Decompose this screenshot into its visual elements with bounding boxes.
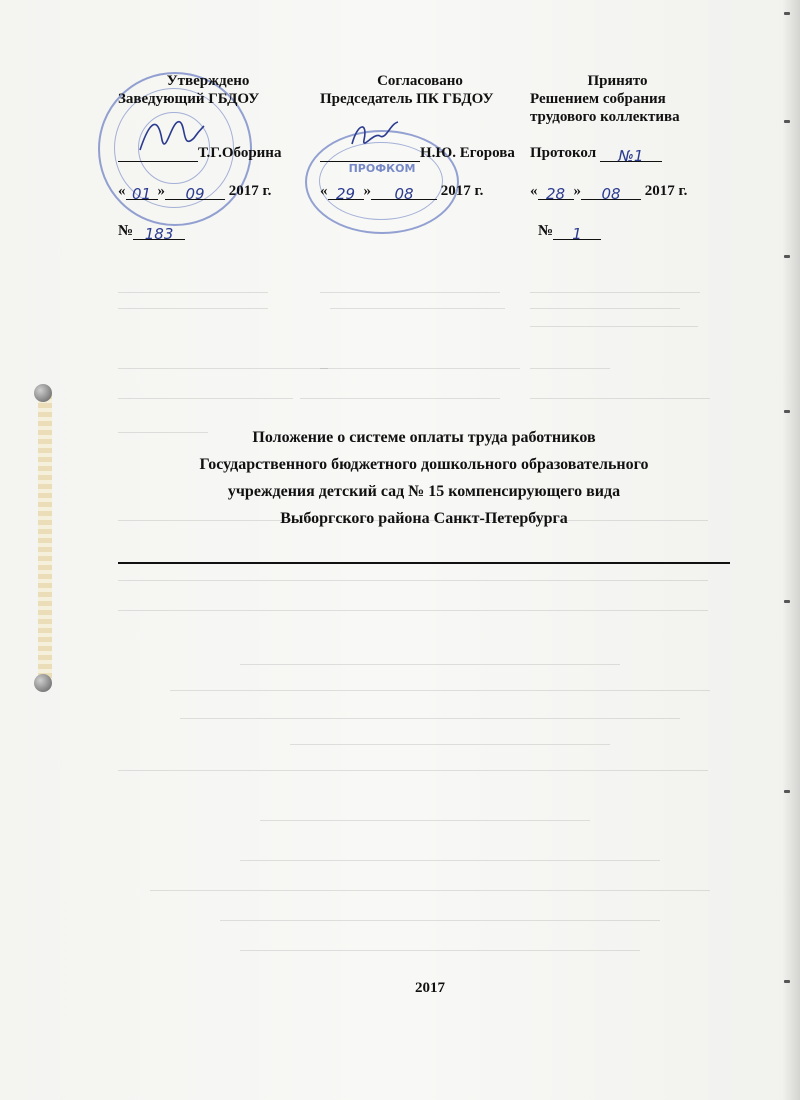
edge-mark	[784, 120, 790, 123]
approval-date: « 01 » 09 2017 г.	[118, 183, 272, 203]
approver-position: Председатель ПК ГБДОУ	[320, 91, 494, 107]
date-year: 2017 г.	[644, 183, 688, 199]
approval-date: « 29 » 08 2017 г.	[320, 183, 484, 203]
binder-strip	[38, 394, 52, 682]
edge-mark	[784, 600, 790, 603]
protocol-line	[530, 144, 705, 165]
binder-holes	[28, 378, 68, 698]
approver-position-line2: трудового коллектива	[530, 109, 680, 125]
handwritten-signature	[136, 110, 206, 160]
date-day-handwritten: 01	[131, 185, 152, 203]
edge-mark	[784, 12, 790, 15]
binder-hole	[34, 674, 52, 692]
order-number-handwritten: 183	[144, 225, 174, 243]
protocol-number-handwritten: №1	[618, 147, 644, 165]
protocol-label: Протокол	[530, 145, 597, 161]
edge-mark	[784, 255, 790, 258]
approval-heading: Утверждено	[166, 73, 250, 89]
approval-block-approved	[118, 72, 298, 243]
date-year: 2017 г.	[228, 183, 272, 199]
page-edge-shadow	[782, 0, 800, 1100]
date-month-handwritten: 08	[601, 185, 621, 203]
approver-position: Заведующий ГБДОУ	[118, 91, 260, 107]
binder-hole	[34, 384, 52, 402]
order-number: № 183	[118, 222, 298, 240]
date-day-handwritten: 29	[335, 185, 356, 203]
approval-block-agreed	[320, 72, 520, 203]
date-month-handwritten: 09	[185, 185, 205, 203]
approver-name: Т.Г.Оборина	[198, 145, 282, 161]
document-title	[118, 424, 730, 532]
handwritten-signature	[346, 114, 406, 158]
date-year: 2017 г.	[440, 183, 484, 199]
document-year: 2017	[415, 980, 445, 996]
title-rule	[118, 562, 730, 564]
date-day-handwritten: 28	[545, 185, 566, 203]
approver-position: Решением собрания	[530, 91, 666, 107]
approver-name: Н.Ю. Егорова	[420, 145, 515, 161]
approval-heading: Согласовано	[377, 73, 463, 89]
signature-line	[118, 144, 298, 162]
date-month-handwritten: 08	[394, 185, 414, 203]
union-stamp-text: ПРОФКОМ	[348, 162, 416, 175]
title-line: Выборгского района Санкт-Петербурга	[280, 510, 568, 527]
edge-mark	[784, 790, 790, 793]
signature-line	[320, 144, 520, 162]
title-line: Положение о системе оплаты труда работников	[252, 429, 596, 446]
approval-heading: Принято	[587, 73, 648, 89]
approval-block-accepted	[530, 72, 705, 243]
order-number: № 1	[530, 222, 705, 240]
title-line: учреждения детский сад № 15 компенсирующего вида	[227, 483, 621, 500]
order-number-handwritten: 1	[572, 225, 582, 243]
approval-date: « 28 » 08 2017 г.	[530, 183, 688, 203]
title-line: Государственного бюджетного дошкольного образовательного	[199, 456, 649, 473]
edge-mark	[784, 410, 790, 413]
